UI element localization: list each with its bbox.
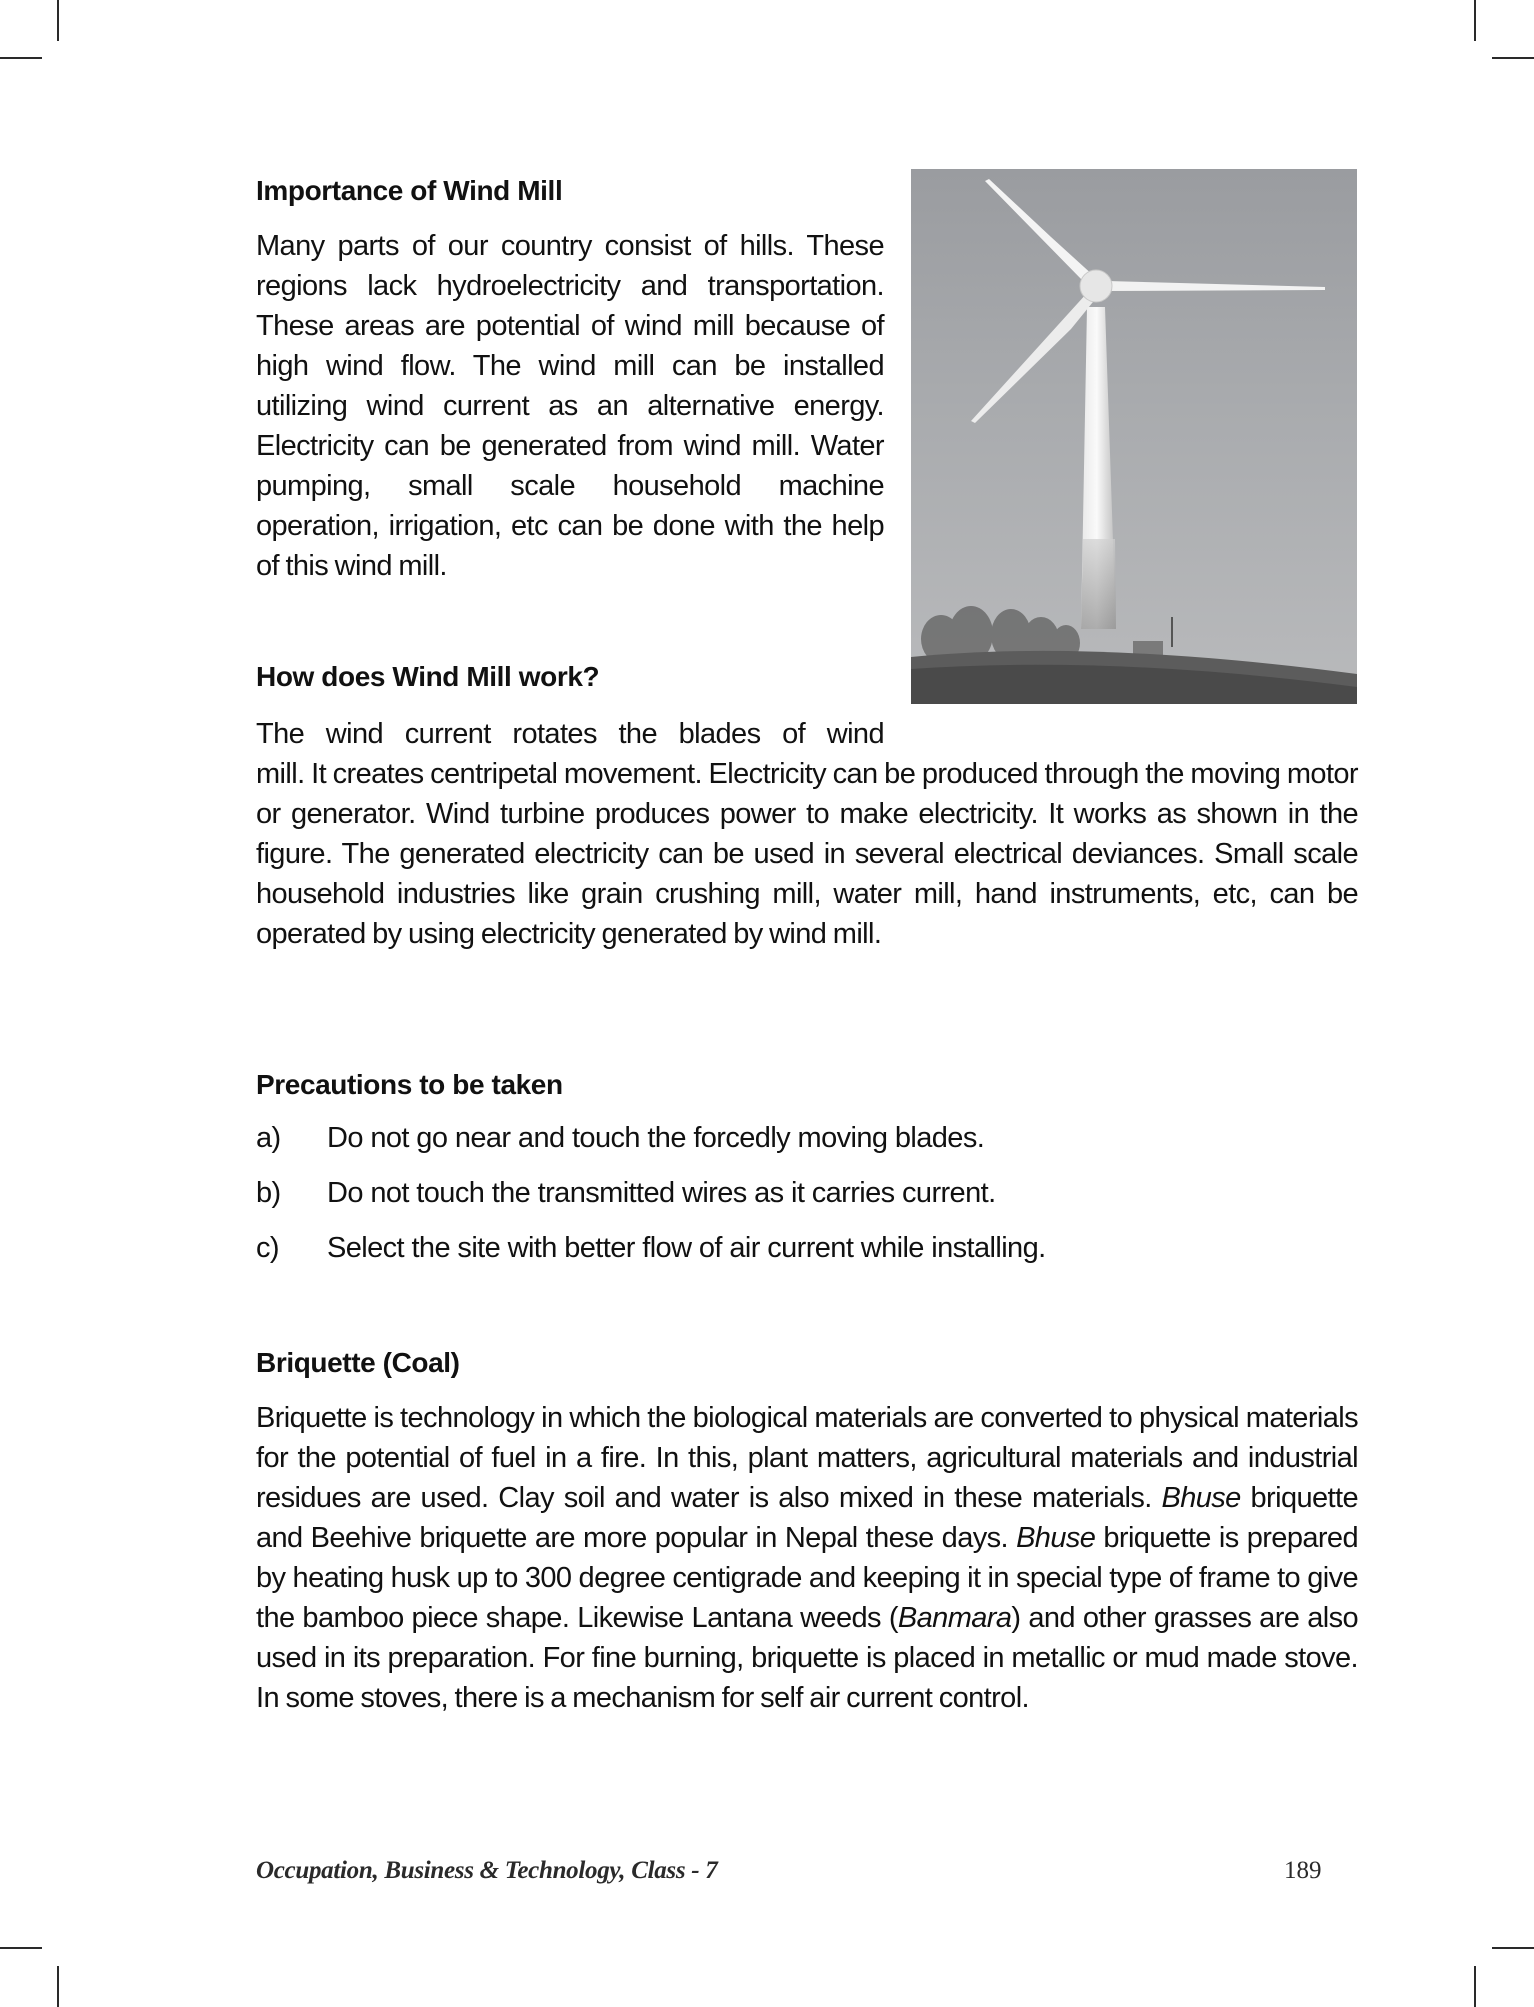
footer-book-title: Occupation, Business & Technology, Class - 7 [256,1857,718,1884]
list-item [256,1228,1358,1283]
text-run: ) and other grasses are also used in its preparation. For fine burning, briquette is placed in metallic or mud made stove. In some stoves, there is a mechanism for self air current control. [256,1602,1358,1714]
paragraph-how-it-works-first-line: The wind current rotates the blades of wind [256,718,884,750]
list-text: Do not go near and touch the forcedly moving blades. [327,1122,985,1154]
list-marker: c) [256,1232,279,1264]
crop-mark-bottom-right-horizontal [1492,1947,1534,1949]
page-number: 189 [1284,1857,1322,1884]
wind-turbine-photo [911,169,1357,704]
italic-term-banmara: Banmara [897,1602,1012,1634]
precautions-list [256,1118,1358,1283]
italic-term-bhuse: Bhuse [1016,1522,1096,1554]
wind-turbine-illustration [911,169,1357,704]
heading-briquette: Briquette (Coal) [256,1347,460,1378]
list-text: Do not touch the transmitted wires as it carries current. [327,1177,996,1209]
crop-mark-top-right-horizontal [1492,57,1534,59]
crop-mark-bottom-right-vertical [1474,1966,1476,2007]
heading-how-wind-mill-works: How does Wind Mill work? [256,661,600,692]
paragraph-briquette [256,1398,1358,1718]
heading-importance-of-wind-mill: Importance of Wind Mill [256,175,563,206]
crop-mark-top-left-horizontal [0,57,42,59]
italic-term-bhuse: Bhuse [1161,1482,1241,1514]
crop-mark-bottom-left-horizontal [0,1947,42,1949]
crop-mark-bottom-left-vertical [57,1966,59,2007]
list-item [256,1118,1358,1173]
crop-mark-top-left-vertical [57,0,59,41]
list-marker: a) [256,1122,281,1154]
paragraph-how-it-works: mill. It creates centripetal movement. Electricity can be produced through the moving motor or generator. Wind turbine produces power to make electricity. It works as shown in the figure. The generated electricity can be used in several electrical deviances. Small scale household industries like grain crushing mill, water mill, hand instruments, etc, can be operated by using electricity generated by wind mill. [256,758,1358,950]
list-text: Select the site with better flow of air current while installing. [327,1232,1046,1264]
list-marker: b) [256,1177,281,1209]
heading-precautions: Precautions to be taken [256,1069,563,1100]
text-run: briquette is prepared by heating husk up to 300 degree centigrade and keeping it in special type of frame to give the bamboo piece shape. Likewise Lantana weeds ( [256,1522,1358,1634]
crop-mark-top-right-vertical [1474,0,1476,41]
text-run: briquette and Beehive briquette are more popular in Nepal these days. [256,1482,1358,1554]
text-run: Briquette is technology in which the biological materials are converted to physical materials for the potential of fuel in a fire. In this, plant matters, agricultural materials and industrial residues are used. Clay soil and water is also mixed in these materials. [256,1402,1358,1514]
list-item [256,1173,1358,1228]
paragraph-importance: Many parts of our country consist of hills. These regions lack hydroelectricity and transportation. These areas are potential of wind mill because of high wind flow. The wind mill can be installed utilizing wind current as an alternative energy. Electricity can be generated from wind mill. Water pumping, small scale household machine operation, irrigation, etc can be done with the help of this wind mill. [256,230,884,582]
